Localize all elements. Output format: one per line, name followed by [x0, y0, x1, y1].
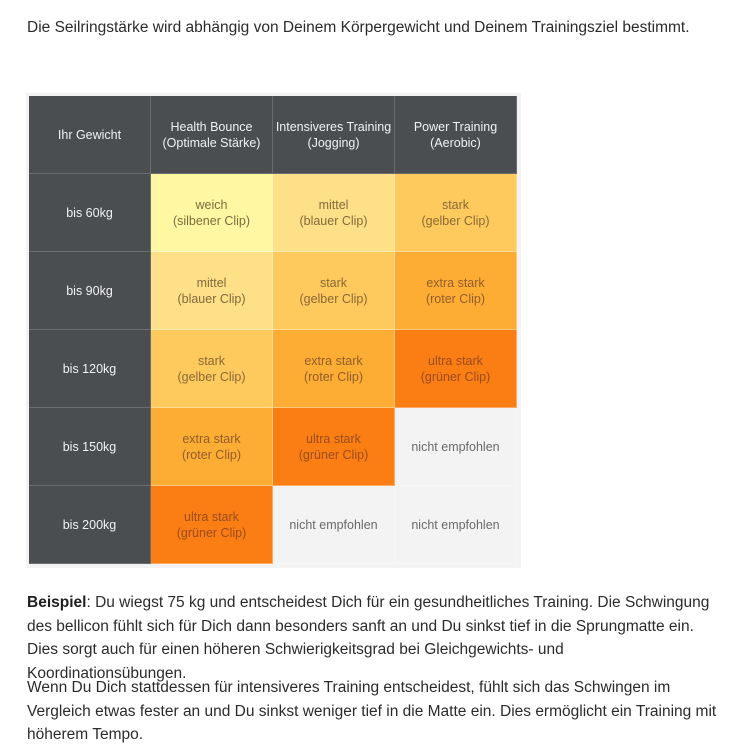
cell-line2: (gelber Clip) [421, 213, 490, 228]
table-cell [395, 174, 517, 252]
row-header-label: bis 150kg [62, 439, 117, 454]
weight-strength-table [26, 93, 521, 568]
row-header-label: bis 60kg [66, 205, 113, 220]
cell-line2: (silbener Clip) [172, 213, 251, 228]
cell-line1: weich [195, 197, 228, 212]
column-header-line2: (Optimale Stärke) [162, 135, 261, 150]
cell-line1: nicht empfohlen [411, 517, 500, 532]
table-cell [273, 330, 395, 408]
row-header-60kg [29, 174, 151, 252]
table-cell [151, 174, 273, 252]
column-header-line1: Power Training [413, 119, 498, 134]
table-cell [395, 330, 517, 408]
intro-text: Die Seilringstärke wird abhängig von Deinem Körpergewicht und Deinem Trainingsziel bestimmt. [27, 19, 690, 36]
column-header-line2: (Aerobic) [430, 135, 481, 150]
table-cell [151, 408, 273, 486]
column-header-health-bounce [151, 96, 273, 174]
column-header-power [395, 96, 517, 174]
row-header-150kg [29, 408, 151, 486]
example-paragraph [27, 591, 727, 685]
cell-line2: (roter Clip) [303, 369, 364, 384]
example-text: : Du wiegst 75 kg und entscheidest Dich für ein gesundheitliches Training. Die Schwingung des bellicon fühlt sich für Dich dann besonders sanft an und Du sinkst tief in die Sprungmatte ein. Dies sorgt auch für einen höheren Schwierigkeitsgrad bei Gleichgewichts- und Koordinationsübungen. [27, 594, 710, 682]
corner-label: Ihr Gewicht [57, 127, 122, 142]
row-header-label: bis 200kg [62, 517, 117, 532]
table-cell [151, 252, 273, 330]
cell-line2: (grüner Clip) [420, 369, 491, 384]
cell-line1: ultra stark [306, 431, 361, 446]
cell-line2: (gelber Clip) [177, 369, 246, 384]
cell-line2: (grüner Clip) [176, 525, 247, 540]
cell-line1: nicht empfohlen [289, 517, 378, 532]
column-header-intensive [273, 96, 395, 174]
cell-line1: stark [319, 275, 348, 290]
table-cell [151, 330, 273, 408]
cell-line1: extra stark [304, 353, 363, 368]
cell-line1: stark [197, 353, 226, 368]
table-cell [395, 408, 517, 486]
cell-line1: extra stark [182, 431, 241, 446]
example-label: Beispiel [27, 594, 87, 611]
table-cell [273, 174, 395, 252]
row-header-label: bis 120kg [62, 361, 117, 376]
cell-line1: stark [441, 197, 470, 212]
column-header-line1: Health Bounce [170, 119, 253, 134]
table-cell [151, 486, 273, 564]
cell-line2: (blauer Clip) [177, 291, 246, 306]
table-corner-header [29, 96, 151, 174]
cell-line2: (blauer Clip) [299, 213, 368, 228]
table-cell [273, 486, 395, 564]
cell-line1: nicht empfohlen [411, 439, 500, 454]
cell-line1: ultra stark [428, 353, 483, 368]
cell-line2: (gelber Clip) [299, 291, 368, 306]
row-header-label: bis 90kg [66, 283, 113, 298]
cell-line1: ultra stark [184, 509, 239, 524]
table-cell [395, 486, 517, 564]
row-header-90kg [29, 252, 151, 330]
table-cell [273, 408, 395, 486]
cell-line1: extra stark [426, 275, 485, 290]
cell-line2: (grüner Clip) [298, 447, 369, 462]
column-header-line1: Intensiveres Training [275, 119, 392, 134]
column-header-line2: (Jogging) [307, 135, 360, 150]
row-header-120kg [29, 330, 151, 408]
cell-line2: (roter Clip) [181, 447, 242, 462]
table-cell [273, 252, 395, 330]
row-header-200kg [29, 486, 151, 564]
cell-line1: mittel [318, 197, 349, 212]
table-cell [395, 252, 517, 330]
cell-line2: (roter Clip) [425, 291, 486, 306]
intensive-training-paragraph: Wenn Du Dich stattdessen für intensiveres Training entscheidest, fühlt sich das Schwingen im Vergleich etwas fester an und Du sinkst weniger tief in die Matte ein. Dies ermöglicht ein Training mit höherem Tempo. [27, 679, 717, 743]
cell-line1: mittel [196, 275, 227, 290]
